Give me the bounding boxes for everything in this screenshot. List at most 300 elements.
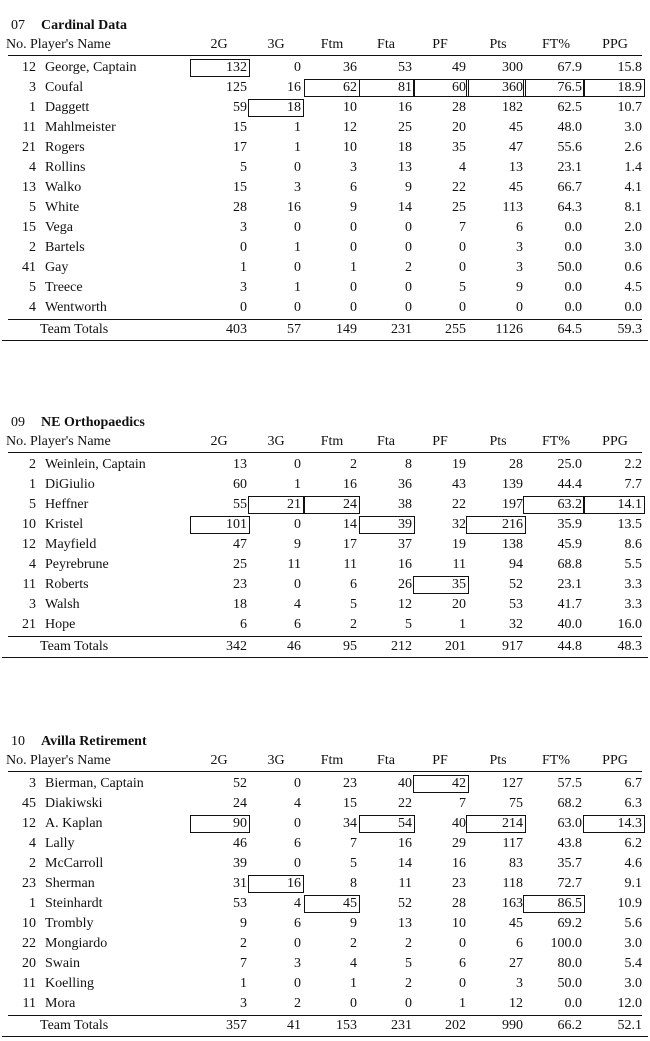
player-name: McCarroll xyxy=(45,856,104,871)
player-name: Rollins xyxy=(45,160,86,175)
cell-pf: 42 xyxy=(415,774,466,794)
total-cell-pts: 1126 xyxy=(495,322,523,337)
cell-fta: 13 xyxy=(398,160,412,175)
player-name: Steinhardt xyxy=(45,896,103,911)
player-number: 12 xyxy=(22,537,36,552)
player-row xyxy=(0,178,650,198)
player-row xyxy=(0,515,650,535)
header-pts: Pts xyxy=(489,37,507,52)
header-no: No. xyxy=(6,434,27,449)
cell-ppg: 2.0 xyxy=(624,220,642,235)
player-row xyxy=(0,794,650,814)
cell-2g: 9 xyxy=(240,916,247,931)
cell-pts: 117 xyxy=(502,836,523,851)
cell-ftm: 0 xyxy=(350,996,357,1011)
cell-pf: 60 xyxy=(415,78,466,98)
player-name: Lally xyxy=(45,836,75,851)
cell-2g: 6 xyxy=(240,617,247,632)
player-name: Walko xyxy=(45,180,82,195)
player-name: Coufal xyxy=(45,80,84,95)
cell-ppg: 3.0 xyxy=(624,936,642,951)
cell-pf: 29 xyxy=(452,836,466,851)
cell-pts: 6 xyxy=(516,936,523,951)
cell-2g: 1 xyxy=(240,976,247,991)
total-cell-pf: 201 xyxy=(445,639,466,654)
cell-fta: 5 xyxy=(405,956,412,971)
player-row xyxy=(0,774,650,794)
cell-ppg: 5.6 xyxy=(624,916,642,931)
cell-pts: 27 xyxy=(509,956,523,971)
cell-pf: 4 xyxy=(459,160,466,175)
header-pts: Pts xyxy=(489,753,507,768)
cell-fta: 13 xyxy=(398,916,412,931)
cell-ppg: 15.8 xyxy=(617,60,642,75)
cell-pf: 0 xyxy=(459,300,466,315)
player-name: Mora xyxy=(45,996,76,1011)
player-row xyxy=(0,595,650,615)
cell-fta: 14 xyxy=(398,856,412,871)
cell-ppg: 2.2 xyxy=(624,457,642,472)
cell-ppg: 3.0 xyxy=(624,240,642,255)
cell-pf: 40 xyxy=(452,816,466,831)
cell-pts: 3 xyxy=(516,240,523,255)
cell-ft-pct: 72.7 xyxy=(557,876,582,891)
cell-2g: 55 xyxy=(233,497,247,512)
team-totals-label: Team Totals xyxy=(40,639,109,654)
cell-pts: 3 xyxy=(516,976,523,991)
cell-ft-pct: 80.0 xyxy=(557,956,582,971)
cell-ppg: 4.5 xyxy=(624,280,642,295)
total-cell-3g: 46 xyxy=(287,639,301,654)
cell-fta: 0 xyxy=(405,280,412,295)
cell-3g: 1 xyxy=(294,477,301,492)
cell-ftm: 4 xyxy=(350,956,357,971)
cell-2g: 5 xyxy=(240,160,247,175)
cell-3g: 0 xyxy=(294,457,301,472)
cell-ftm: 2 xyxy=(350,457,357,472)
cell-3g: 11 xyxy=(287,557,301,572)
player-rows xyxy=(0,455,650,658)
player-name: Sherman xyxy=(45,876,95,891)
header-ft-pct: FT% xyxy=(542,37,570,52)
cell-pts: 163 xyxy=(502,896,523,911)
cell-2g: 90 xyxy=(192,814,247,834)
cell-pts: 197 xyxy=(502,497,523,512)
cell-2g: 3 xyxy=(240,996,247,1011)
cell-fta: 25 xyxy=(398,120,412,135)
player-row xyxy=(0,475,650,495)
cell-pf: 7 xyxy=(459,796,466,811)
cell-2g: 28 xyxy=(233,200,247,215)
cell-3g: 0 xyxy=(294,220,301,235)
header-name: Player's Name xyxy=(30,753,111,768)
cell-ftm: 14 xyxy=(343,517,357,532)
player-name: Bartels xyxy=(45,240,85,255)
team-totals-label: Team Totals xyxy=(40,322,109,337)
team-number: 10 xyxy=(11,734,25,749)
header-3g: 3G xyxy=(267,434,285,449)
cell-ppg: 5.4 xyxy=(624,956,642,971)
player-number: 12 xyxy=(22,816,36,831)
cell-fta: 38 xyxy=(398,497,412,512)
cell-pts: 28 xyxy=(509,457,523,472)
cell-ppg: 0.6 xyxy=(624,260,642,275)
player-name: White xyxy=(45,200,80,215)
cell-pf: 19 xyxy=(452,537,466,552)
player-name: DiGiulio xyxy=(45,477,95,492)
cell-pf: 28 xyxy=(452,896,466,911)
cell-3g: 1 xyxy=(294,280,301,295)
player-row xyxy=(0,974,650,994)
header-ftm: Ftm xyxy=(320,37,344,52)
cell-pf: 35 xyxy=(415,575,466,595)
player-row xyxy=(0,278,650,298)
cell-2g: 52 xyxy=(233,776,247,791)
player-name: Treece xyxy=(45,280,83,295)
player-number: 5 xyxy=(29,200,36,215)
cell-ft-pct: 57.5 xyxy=(557,776,582,791)
player-row xyxy=(0,555,650,575)
cell-ftm: 10 xyxy=(343,100,357,115)
cell-ft-pct: 23.1 xyxy=(557,577,582,592)
table-header xyxy=(0,752,650,770)
cell-3g: 3 xyxy=(294,956,301,971)
player-row xyxy=(0,158,650,178)
player-name: Mahlmeister xyxy=(45,120,116,135)
cell-pts: 127 xyxy=(502,776,523,791)
player-row xyxy=(0,575,650,595)
total-cell-ppg: 59.3 xyxy=(617,322,642,337)
player-number: 3 xyxy=(29,597,36,612)
player-number: 5 xyxy=(29,280,36,295)
cell-pts: 13 xyxy=(509,160,523,175)
cell-fta: 37 xyxy=(398,537,412,552)
player-row xyxy=(0,218,650,238)
cell-3g: 18 xyxy=(250,98,301,118)
cell-ft-pct: 63.2 xyxy=(525,495,582,515)
cell-pts: 83 xyxy=(509,856,523,871)
cell-ft-pct: 23.1 xyxy=(557,160,582,175)
cell-3g: 16 xyxy=(287,80,301,95)
cell-3g: 0 xyxy=(294,816,301,831)
player-row xyxy=(0,298,650,318)
cell-ft-pct: 86.5 xyxy=(525,894,582,914)
cell-pts: 45 xyxy=(509,120,523,135)
cell-pf: 19 xyxy=(452,457,466,472)
cell-3g: 0 xyxy=(294,936,301,951)
cell-ppg: 10.9 xyxy=(617,896,642,911)
header-2g: 2G xyxy=(210,37,228,52)
cell-pts: 138 xyxy=(502,537,523,552)
player-name: Roberts xyxy=(45,577,89,592)
cell-fta: 0 xyxy=(405,220,412,235)
header-name: Player's Name xyxy=(30,434,111,449)
cell-fta: 40 xyxy=(398,776,412,791)
player-name: A. Kaplan xyxy=(45,816,103,831)
cell-ppg: 12.0 xyxy=(617,996,642,1011)
cell-ft-pct: 43.8 xyxy=(557,836,582,851)
cell-pts: 3 xyxy=(516,260,523,275)
cell-pts: 360 xyxy=(468,78,523,98)
cell-ppg: 3.0 xyxy=(624,976,642,991)
cell-ftm: 34 xyxy=(343,816,357,831)
player-number: 21 xyxy=(22,140,36,155)
cell-ftm: 24 xyxy=(306,495,357,515)
cell-3g: 1 xyxy=(294,120,301,135)
player-row xyxy=(0,118,650,138)
cell-ftm: 45 xyxy=(306,894,357,914)
cell-3g: 16 xyxy=(250,874,301,894)
cell-pf: 1 xyxy=(459,617,466,632)
total-cell-ftm: 153 xyxy=(336,1018,357,1033)
header-3g: 3G xyxy=(267,37,285,52)
cell-3g: 4 xyxy=(294,597,301,612)
player-row xyxy=(0,994,650,1014)
total-cell-pf: 255 xyxy=(445,322,466,337)
player-name: Hope xyxy=(45,617,76,632)
cell-3g: 0 xyxy=(294,260,301,275)
total-cell-2g: 403 xyxy=(226,322,247,337)
cell-2g: 15 xyxy=(233,180,247,195)
total-cell-3g: 41 xyxy=(287,1018,301,1033)
cell-pf: 25 xyxy=(452,200,466,215)
player-row xyxy=(0,58,650,78)
total-cell-ft-pct: 64.5 xyxy=(557,322,582,337)
total-cell-ppg: 52.1 xyxy=(617,1018,642,1033)
cell-ftm: 0 xyxy=(350,220,357,235)
total-cell-pts: 990 xyxy=(502,1018,523,1033)
cell-ppg: 2.6 xyxy=(624,140,642,155)
player-row xyxy=(0,894,650,914)
cell-ftm: 0 xyxy=(350,300,357,315)
cell-3g: 0 xyxy=(294,300,301,315)
player-number: 3 xyxy=(29,776,36,791)
cell-ftm: 9 xyxy=(350,200,357,215)
cell-fta: 8 xyxy=(405,457,412,472)
cell-pf: 23 xyxy=(452,876,466,891)
player-number: 5 xyxy=(29,497,36,512)
cell-ppg: 8.1 xyxy=(624,200,642,215)
cell-ppg: 1.4 xyxy=(624,160,642,175)
cell-pts: 12 xyxy=(509,996,523,1011)
cell-ftm: 3 xyxy=(350,160,357,175)
cell-ftm: 5 xyxy=(350,597,357,612)
player-row xyxy=(0,874,650,894)
cell-3g: 21 xyxy=(250,495,301,515)
player-row xyxy=(0,238,650,258)
cell-3g: 0 xyxy=(294,976,301,991)
player-name: Swain xyxy=(45,956,80,971)
cell-ppg: 14.1 xyxy=(585,495,642,515)
cell-pf: 20 xyxy=(452,120,466,135)
total-cell-fta: 231 xyxy=(391,322,412,337)
cell-ftm: 10 xyxy=(343,140,357,155)
player-number: 15 xyxy=(22,220,36,235)
cell-3g: 0 xyxy=(294,517,301,532)
cell-pf: 10 xyxy=(452,916,466,931)
total-cell-fta: 231 xyxy=(391,1018,412,1033)
cell-ftm: 0 xyxy=(350,280,357,295)
cell-ppg: 8.6 xyxy=(624,537,642,552)
cell-pf: 32 xyxy=(452,517,466,532)
cell-ft-pct: 35.9 xyxy=(557,517,582,532)
header-ftm: Ftm xyxy=(320,434,344,449)
player-name: Gay xyxy=(45,260,69,275)
header-fta: Fta xyxy=(377,37,395,52)
player-number: 1 xyxy=(29,100,36,115)
player-number: 10 xyxy=(22,517,36,532)
player-number: 1 xyxy=(29,896,36,911)
cell-pf: 1 xyxy=(459,996,466,1011)
cell-ftm: 2 xyxy=(350,617,357,632)
cell-fta: 2 xyxy=(405,976,412,991)
player-row xyxy=(0,934,650,954)
cell-ft-pct: 40.0 xyxy=(557,617,582,632)
cell-3g: 16 xyxy=(287,200,301,215)
cell-ft-pct: 64.3 xyxy=(557,200,582,215)
cell-ppg: 3.3 xyxy=(624,597,642,612)
cell-ftm: 1 xyxy=(350,976,357,991)
player-number: 1 xyxy=(29,477,36,492)
player-row xyxy=(0,138,650,158)
cell-pts: 47 xyxy=(509,140,523,155)
player-number: 11 xyxy=(22,577,36,592)
team-totals-label: Team Totals xyxy=(40,1018,109,1033)
cell-2g: 59 xyxy=(233,100,247,115)
header-fta: Fta xyxy=(377,434,395,449)
player-row xyxy=(0,535,650,555)
cell-pts: 214 xyxy=(468,814,523,834)
player-name: Rogers xyxy=(45,140,85,155)
team-name: Cardinal Data xyxy=(41,18,127,33)
cell-ft-pct: 50.0 xyxy=(557,976,582,991)
cell-pf: 49 xyxy=(452,60,466,75)
total-cell-fta: 212 xyxy=(391,639,412,654)
total-cell-pts: 917 xyxy=(502,639,523,654)
cell-ft-pct: 41.7 xyxy=(557,597,582,612)
player-name: Vega xyxy=(45,220,73,235)
cell-ppg: 16.0 xyxy=(617,617,642,632)
team-totals-row xyxy=(0,637,650,657)
cell-pf: 28 xyxy=(452,100,466,115)
cell-fta: 36 xyxy=(398,477,412,492)
player-number: 10 xyxy=(22,916,36,931)
cell-ft-pct: 68.8 xyxy=(557,557,582,572)
table-header xyxy=(0,36,650,54)
player-number: 2 xyxy=(29,240,36,255)
cell-fta: 2 xyxy=(405,936,412,951)
cell-ft-pct: 48.0 xyxy=(557,120,582,135)
cell-fta: 52 xyxy=(398,896,412,911)
cell-2g: 1 xyxy=(240,260,247,275)
table-bottom-rule xyxy=(2,657,648,658)
cell-ppg: 6.7 xyxy=(624,776,642,791)
cell-3g: 6 xyxy=(294,916,301,931)
header-pf: PF xyxy=(432,753,448,768)
cell-2g: 47 xyxy=(233,537,247,552)
player-number: 41 xyxy=(22,260,36,275)
player-row xyxy=(0,854,650,874)
team-totals-row xyxy=(0,1016,650,1036)
cell-pf: 0 xyxy=(459,260,466,275)
cell-ftm: 8 xyxy=(350,876,357,891)
total-cell-2g: 342 xyxy=(226,639,247,654)
cell-pts: 9 xyxy=(516,280,523,295)
cell-3g: 4 xyxy=(294,896,301,911)
cell-ppg: 9.1 xyxy=(624,876,642,891)
player-number: 4 xyxy=(29,557,36,572)
cell-pf: 7 xyxy=(459,220,466,235)
cell-fta: 22 xyxy=(398,796,412,811)
cell-ftm: 62 xyxy=(306,78,357,98)
cell-pts: 113 xyxy=(502,200,523,215)
header-pts: Pts xyxy=(489,434,507,449)
header-no: No. xyxy=(6,37,27,52)
player-row xyxy=(0,495,650,515)
cell-ftm: 0 xyxy=(350,240,357,255)
cell-ft-pct: 0.0 xyxy=(564,996,582,1011)
cell-ftm: 2 xyxy=(350,936,357,951)
player-number: 2 xyxy=(29,457,36,472)
player-number: 21 xyxy=(22,617,36,632)
player-number: 23 xyxy=(22,876,36,891)
cell-pf: 43 xyxy=(452,477,466,492)
cell-2g: 53 xyxy=(233,896,247,911)
cell-ppg: 4.6 xyxy=(624,856,642,871)
header-name: Player's Name xyxy=(30,37,111,52)
cell-pts: 0 xyxy=(516,300,523,315)
cell-ft-pct: 0.0 xyxy=(564,280,582,295)
cell-2g: 15 xyxy=(233,120,247,135)
cell-pf: 11 xyxy=(452,557,466,572)
cell-pts: 75 xyxy=(509,796,523,811)
player-name: Mayfield xyxy=(45,537,97,552)
cell-ppg: 10.7 xyxy=(617,100,642,115)
cell-pts: 45 xyxy=(509,916,523,931)
player-name: Peyrebrune xyxy=(45,557,109,572)
total-cell-ftm: 149 xyxy=(336,322,357,337)
cell-fta: 14 xyxy=(398,200,412,215)
cell-ftm: 16 xyxy=(343,477,357,492)
cell-ppg: 3.3 xyxy=(624,577,642,592)
cell-ft-pct: 35.7 xyxy=(557,856,582,871)
cell-pts: 52 xyxy=(509,577,523,592)
player-number: 13 xyxy=(22,180,36,195)
player-number: 20 xyxy=(22,956,36,971)
player-number: 4 xyxy=(29,160,36,175)
cell-ftm: 36 xyxy=(343,60,357,75)
total-cell-3g: 57 xyxy=(287,322,301,337)
cell-ft-pct: 0.0 xyxy=(564,300,582,315)
header-ft-pct: FT% xyxy=(542,434,570,449)
table-bottom-rule xyxy=(2,340,648,341)
player-row xyxy=(0,834,650,854)
cell-pts: 300 xyxy=(502,60,523,75)
cell-ft-pct: 55.6 xyxy=(557,140,582,155)
player-name: Bierman, Captain xyxy=(45,776,144,791)
cell-ppg: 18.9 xyxy=(585,78,642,98)
total-cell-ft-pct: 66.2 xyxy=(557,1018,582,1033)
cell-2g: 23 xyxy=(233,577,247,592)
cell-ft-pct: 45.9 xyxy=(557,537,582,552)
player-number: 11 xyxy=(22,976,36,991)
cell-3g: 1 xyxy=(294,240,301,255)
table-header xyxy=(0,433,650,451)
cell-ppg: 5.5 xyxy=(624,557,642,572)
cell-2g: 31 xyxy=(233,876,247,891)
cell-2g: 132 xyxy=(192,58,247,78)
cell-ppg: 6.2 xyxy=(624,836,642,851)
